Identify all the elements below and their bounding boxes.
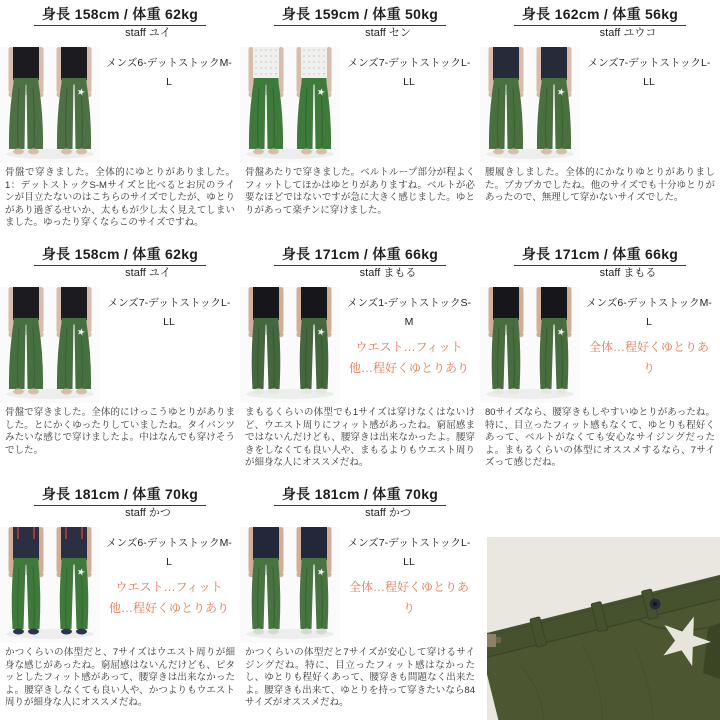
card-body: [480, 287, 720, 403]
fit-note: ウエスト…フィット: [115, 580, 223, 595]
model-stats-heading-wrap: [480, 4, 720, 26]
size-info-column: [340, 527, 480, 643]
size-info-column: [340, 287, 480, 403]
fit-note: ウエスト…フィット: [355, 340, 463, 355]
model-stats-heading-wrap: [0, 484, 240, 506]
model-stats-heading: 身長 158cm / 体重 62kg: [34, 4, 206, 26]
model-stats-heading-wrap: [0, 244, 240, 266]
fit-notes: [344, 337, 474, 379]
size-info-column: [580, 287, 720, 403]
model-stats-heading: 身長 171cm / 体重 66kg: [514, 244, 686, 266]
card-body: [0, 527, 240, 643]
size-info-column: [100, 527, 240, 643]
staff-review-card: [240, 480, 480, 720]
fit-notes: [584, 337, 714, 379]
model-stats-heading-wrap: [0, 4, 240, 26]
model-stats-heading: 身長 171cm / 体重 66kg: [274, 244, 446, 266]
staff-name: staff ユイ: [125, 27, 171, 40]
model-stats-heading: 身長 181cm / 体重 70kg: [34, 484, 206, 506]
staff-review-card: [0, 240, 240, 480]
model-stats-heading-wrap: [480, 244, 720, 266]
model-stats-heading-wrap: [240, 4, 480, 26]
review-text: まもるくらいの体型でも1サイズは穿けなくはないけど、ウエスト周りにフィット感があったね。窮屈感まではないんだけども、腰穿きは出来なかったよ。腰穿きをしなくても良い人や、まもるよりもウエスト周りが細身な人にオススメだね。: [245, 407, 475, 469]
staff-name: staff かつ: [125, 507, 171, 520]
staff-name: staff ユイ: [125, 267, 171, 280]
staff-review-card: [0, 480, 240, 720]
product-closeup-photo: [487, 537, 720, 720]
model-photo: [0, 527, 100, 643]
model-photo: [0, 287, 100, 403]
review-text: 骨盤で穿きました。全体的にけっこうゆとりがありました。とにかくゆったりしていましたね。タイパンツみたいな感じで穿けましたよ。中はなんでも穿けそうでした。: [5, 407, 235, 456]
size-label: メンズ6-デットストックM-L: [586, 297, 712, 329]
size-label: メンズ6-デットストックM-L: [106, 537, 232, 569]
fit-notes: [104, 577, 234, 619]
staff-name: staff まもる: [599, 267, 657, 280]
size-label: メンズ7-デットストックL-LL: [107, 297, 231, 329]
model-photo: [240, 527, 340, 643]
fit-note: 全体…程好くゆとりあり: [588, 340, 709, 376]
size-info-column: [580, 47, 720, 163]
staff-review-card: [480, 0, 720, 240]
staff-review-card: [480, 240, 720, 480]
fit-note: 他…程好くゆとりあり: [348, 361, 469, 376]
review-text: かつくらいの体型だと、7サイズはウエスト周りが細身な感じがあったね。窮屈感はないんだけども、ピタッとしたフィット感があって、腰穿きは出来なかったよ。腰穿きしなくても良い人や、かつよりもウエスト周りが細身な人にオススメだね。: [5, 647, 235, 709]
staff-review-card: [240, 240, 480, 480]
card-body: [240, 287, 480, 403]
model-photo: [480, 47, 580, 163]
model-stats-heading-wrap: [240, 244, 480, 266]
fit-note: 他…程好くゆとりあり: [108, 601, 229, 616]
size-label: メンズ6-デットストックM-L: [106, 57, 232, 89]
review-text: かつくらいの体型だと7サイズが安心して穿けるサイジングだね。特に、目立ったフィット感はなかったし、ゆとりも程好くあって、腰穿きも問題なく出来たよ。腰穿きも出来て、ゆとりを持って穿きたいなら84サイズがオススメだね。: [245, 647, 475, 709]
size-label: メンズ1-デットストックS-M: [347, 297, 471, 329]
review-text: 腰履きしました。全体的にかなりゆとりがありました。ブカブカでしたね。他のサイズでも十分ゆとりがあったので、無理して穿かないサイズでした。: [485, 167, 715, 204]
fit-note: 全体…程好くゆとりあり: [348, 580, 469, 616]
review-text: 骨盤あたりで穿きました。ベルトループ部分が程よくフィットしてほかはゆとりがありますね。ベルトが必要なほどではないですが急に大きく感じました。ゆとりがあって楽チンに穿けました。: [245, 167, 475, 216]
size-label: メンズ7-デットストックL-LL: [347, 57, 471, 89]
model-photo: [0, 47, 100, 163]
card-body: [240, 527, 480, 643]
model-stats-heading: 身長 162cm / 体重 56kg: [514, 4, 686, 26]
model-photo: [240, 287, 340, 403]
staff-name: staff かつ: [365, 507, 411, 520]
size-label: メンズ7-デットストックL-LL: [587, 57, 711, 89]
model-photo: [480, 287, 580, 403]
fit-notes: [344, 577, 474, 619]
staff-review-card: [240, 0, 480, 240]
model-stats-heading: 身長 181cm / 体重 70kg: [274, 484, 446, 506]
size-label: メンズ7-デットストックL-LL: [347, 537, 471, 569]
model-stats-heading: 身長 159cm / 体重 50kg: [274, 4, 446, 26]
model-stats-heading: 身長 158cm / 体重 62kg: [34, 244, 206, 266]
card-body: [240, 47, 480, 163]
model-photo: [240, 47, 340, 163]
review-text: 80サイズなら、腰穿きもしやすいゆとりがあったね。特に、目立ったフィット感もなくて、ゆとりも程好くあって、ベルトがなくても安心なサイジングだったよ。まもるくらいの体型にオススメするなら、7サイズって感じだね。: [485, 407, 715, 469]
staff-name: staff ユウコ: [599, 27, 657, 40]
card-body: [0, 47, 240, 163]
size-info-column: [340, 47, 480, 163]
model-stats-heading-wrap: [240, 484, 480, 506]
review-text: 骨盤で穿きました。全体的にゆとりがありました。1：デットストックS-Mサイズと比べるとお尻のラインが目立たないのはこちらのサイズでしたが、ゆとりがあり過ぎるせいか、太ももが少し太く見えてしまいました。ゆったり穿くならこのサイズですね。: [5, 167, 235, 229]
card-body: [480, 47, 720, 163]
staff-name: staff まもる: [359, 267, 417, 280]
card-body: [0, 287, 240, 403]
staff-name: staff セン: [365, 27, 411, 40]
staff-review-card: [0, 0, 240, 240]
size-info-column: [100, 287, 240, 403]
size-info-column: [100, 47, 240, 163]
